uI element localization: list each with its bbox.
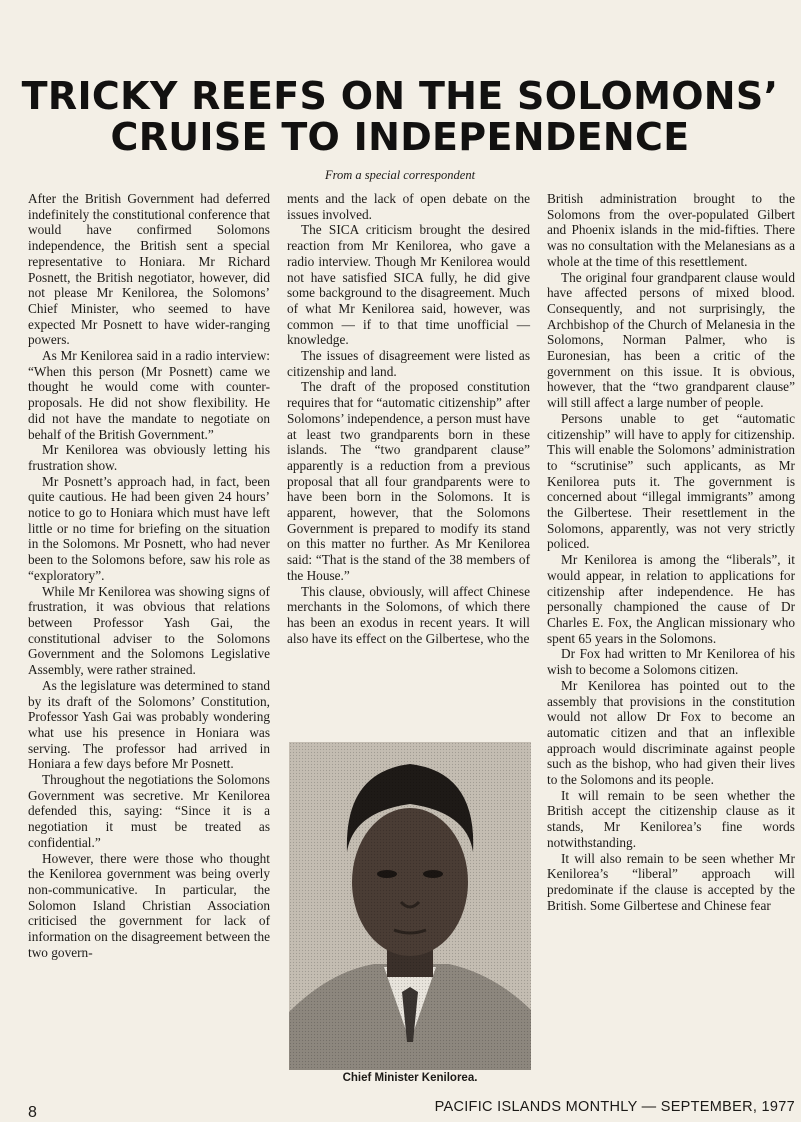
paragraph: ments and the lack of open debate on the issues involved. — [287, 191, 530, 222]
paragraph: After the British Government had deferred indefinitely the constitutional conference that would have confirmed Solomons independence, the British sent a special representative to Honiara. Mr Richard Posnett, the British negotiator, however, did not please Mr Kenilorea, the Solomons’ Chief Minister, who seemed to have expected Mr Posnett to have wider-ranging powers. — [28, 191, 270, 348]
headline-line-1: TRICKY REEFS ON THE SOLOMONS’ — [21, 74, 779, 118]
article-column-2 — [287, 191, 530, 736]
paragraph: Persons unable to get “automatic citizenship” will have to apply for citizenship. This will enable the Solomons’ administration to “scrutinise” such applicants, as Mr Kenilorea puts it. The government is concerned about “illegal immigrants” among the Gilbertese. Their resettlement in the Solomons, apparently, was not very strictly policed. — [547, 410, 795, 552]
paragraph: It will remain to be seen whether the British accept the citizenship clause as it stands, Mr Kenilorea’s fine words notwithstanding. — [547, 787, 795, 850]
paragraph: Mr Kenilorea has pointed out to the assembly that provisions in the constitution would not allow Dr Fox to become an automatic citizen and that an inflexible approach would discriminate against people such as the bishop, who had given their lives to the Solomons and its people. — [547, 677, 795, 788]
portrait-illustration — [289, 742, 531, 1070]
headline-line-2: CRUISE TO INDEPENDENCE — [110, 115, 690, 159]
paragraph: Dr Fox had written to Mr Kenilorea of his wish to become a Solomons citizen. — [547, 646, 795, 678]
paragraph: Mr Kenilorea is among the “liberals”, it would appear, in relation to applications for citizenship after independence. He has personally championed the cause of Dr Charles E. Fox, the Anglican missionary who spent 65 years in the Solomons. — [547, 552, 795, 646]
publication-footer: PACIFIC ISLANDS MONTHLY — SEPTEMBER, 1977 — [434, 1099, 795, 1115]
paragraph: The issues of disagreement were listed as citizenship and land. — [287, 348, 530, 379]
paragraph: The original four grandparent clause would have affected persons of mixed blood. Consequently, and not surprisingly, the Archbishop of the Church of Melanesia in the Solomons, Norman Palmer, who is Euronesian, has been a critic of the government on this issue. It is obvious, however, that the “two grandparent clause” will still affect a large number of people. — [547, 269, 795, 411]
byline: From a special correspondent — [324, 168, 476, 182]
paragraph: British administration brought to the Solomons from the over-populated Gilbert and Phoenix islands in the mid-fifties. There was no consultation with the Melanesians as a whole at the time of this resettlement. — [547, 191, 795, 269]
paragraph: Mr Kenilorea was obviously letting his frustration show. — [28, 442, 270, 473]
article-column-1 — [28, 191, 270, 1061]
article-column-3 — [547, 191, 795, 1081]
paragraph: However, there were those who thought the Kenilorea government was being overly non-communicative. In particular, the Solomon Island Christian Association criticised the government for lack of information on the disagreement between the two govern- — [28, 850, 270, 960]
paragraph: Mr Posnett’s approach had, in fact, been quite cautious. He had been given 24 hours’ notice to go to Honiara which must have left little or no time for briefing on the situation in the Solomons. Mr Posnett, who had never been to the Solomons before, saw his role as “exploratory”. — [28, 473, 270, 583]
paragraph: The draft of the proposed constitution requires that for “automatic citizenship” after Solomons’ independence, a person must have at least two grandparents born in these islands. The “two grandparent clause” apparently is a reduction from a previous proposal that all four grandparents were to have been born in the Solomons. It is apparent, however, that the Solomons Government is prepared to modify its stand on this matter no further. As Mr Kenilorea said: “That is the stand of the 38 members of the House.” — [287, 379, 530, 583]
paragraph: As the legislature was determined to stand by its draft of the Solomons’ Constitution, Professor Yash Gai was probably wondering what use his presence in Honiara was serving. The professor had arrived in Honiara a few days before Mr Posnett. — [28, 677, 270, 772]
paragraph: While Mr Kenilorea was showing signs of frustration, it was obvious that relations between Professor Yash Gai, the constitutional adviser to the Solomons Government and the Solomons Legislative Assembly, were rather strained. — [28, 583, 270, 678]
paragraph: As Mr Kenilorea said in a radio interview: “When this person (Mr Posnett) came we thought he would come with counter-proposals. He did not show flexibility. He did not have the mandate to negotiate on behalf of the British Government.” — [28, 348, 270, 442]
paragraph: The SICA criticism brought the desired reaction from Mr Kenilorea, who gave a radio interview. Though Mr Kenilorea would not have satisfied SICA fully, he did give some background to the disagreement. Much of what Mr Kenilorea said, however, was common — if to that time unofficial — knowledge. — [287, 222, 530, 348]
paragraph: This clause, obviously, will affect Chinese merchants in the Solomons, of which there has been an exodus in recent years. It will also have its effect on the Gilbertese, who the — [287, 583, 530, 646]
paragraph: Throughout the negotiations the Solomons Government was secretive. Mr Kenilorea defended this, saying: “Since it is a negotiation it must be treated as confidential.” — [28, 772, 270, 850]
photo-caption: Chief Minister Kenilorea. — [342, 1072, 478, 1084]
paragraph: It will also remain to be seen whether Mr Kenilorea’s “liberal” approach will predominate if the clause is accepted by the British. Some Gilbertese and Chinese fear — [547, 850, 795, 913]
headline — [20, 76, 780, 158]
page-number: 8 — [28, 1104, 37, 1121]
portrait-photo — [289, 742, 531, 1070]
